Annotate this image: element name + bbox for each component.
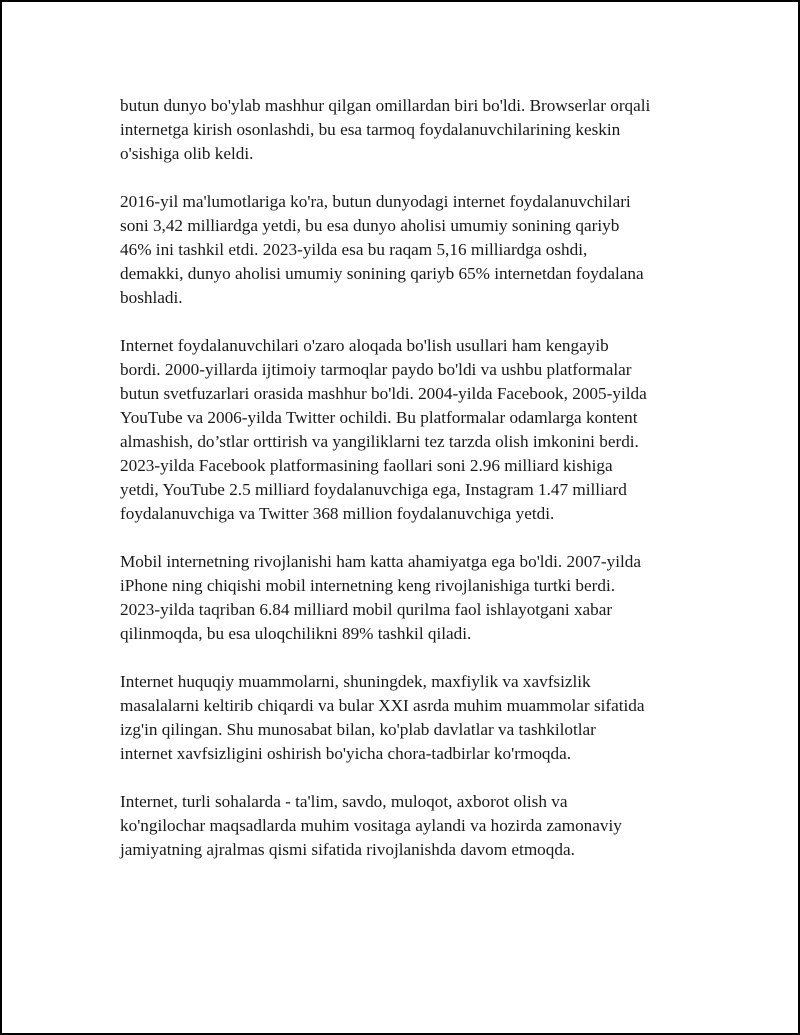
paragraph-security: [120, 670, 700, 766]
text-line: jamiyatning ajralmas qismi sifatida rivojlanishda davom etmoqda.: [120, 840, 575, 859]
text-line: Internet foydalanuvchilari o'zaro aloqada bo'lish usullari ham kengayib: [120, 336, 609, 355]
text-line: o'sishiga olib keldi.: [120, 144, 254, 163]
text-line: Internet huquqiy muammolarni, shuningdek, maxfiylik va xavfsizlik: [120, 672, 591, 691]
text-line: 2023-yilda Facebook platformasining faollari soni 2.96 milliard kishiga: [120, 456, 613, 475]
text-line: almashish, do’stlar orttirish va yangiliklarni tez tarzda olish imkonini berdi.: [120, 432, 639, 451]
text-line: bordi. 2000-yillarda ijtimoiy tarmoqlar paydo bo'ldi va ushbu platformalar: [120, 360, 632, 379]
text-line: qilinmoqda, bu esa uloqchilikni 89% tashkil qiladi.: [120, 624, 472, 643]
text-line: izg'in qilingan. Shu munosabat bilan, ko'plab davlatlar va tashkilotlar: [120, 720, 596, 739]
text-line: yetdi, YouTube 2.5 milliard foydalanuvchiga ega, Instagram 1.47 milliard: [120, 480, 627, 499]
text-line: butun dunyo bo'ylab mashhur qilgan omillardan biri bo'ldi. Browserlar orqali: [120, 96, 651, 115]
text-line: butun svetfuzarlari orasida mashhur bo'ldi. 2004-yilda Facebook, 2005-yilda: [120, 384, 647, 403]
text-line: 46% ini tashkil etdi. 2023-yilda esa bu raqam 5,16 milliardga oshdi,: [120, 240, 588, 259]
text-line: YouTube va 2006-yilda Twitter ochildi. Bu platformalar odamlarga kontent: [120, 408, 638, 427]
paragraph-mobile-internet: [120, 550, 700, 646]
paragraph-user-statistics: [120, 190, 700, 310]
text-line: foydalanuvchiga va Twitter 368 million foydalanuvchiga yetdi.: [120, 504, 555, 523]
text-line: soni 3,42 milliardga yetdi, bu esa dunyo aholisi umumiy sonining qariyb: [120, 216, 620, 235]
paragraph-browsers: [120, 94, 700, 166]
text-line: iPhone ning chiqishi mobil internetning keng rivojlanishiga turtki berdi.: [120, 576, 616, 595]
text-line: internetga kirish osonlashdi, bu esa tarmoq foydalanuvchilarining keskin: [120, 120, 621, 139]
text-line: Mobil internetning rivojlanishi ham katta ahamiyatga ega bo'ldi. 2007-yilda: [120, 552, 641, 571]
text-line: internet xavfsizligini oshirish bo'yicha chora-tadbirlar ko'rmoqda.: [120, 744, 572, 763]
text-line: 2023-yilda taqriban 6.84 milliard mobil qurilma faol ishlayotgani xabar: [120, 600, 613, 619]
document-body: [120, 94, 700, 886]
text-line: 2016-yil ma'lumotlariga ko'ra, butun dunyodagi internet foydalanuvchilari: [120, 192, 631, 211]
text-line: demakki, dunyo aholisi umumiy sonining qariyb 65% internetdan foydalana: [120, 264, 644, 283]
text-line: Internet, turli sohalarda - ta'lim, savdo, muloqot, axborot olish va: [120, 792, 568, 811]
text-line: ko'ngilochar maqsadlarda muhim vositaga aylandi va hozirda zamonaviy: [120, 816, 622, 835]
text-line: masalalarni keltirib chiqardi va bular XXI asrda muhim muammolar sifatida: [120, 696, 645, 715]
paragraph-conclusion: [120, 790, 700, 862]
paragraph-social-networks: [120, 334, 700, 526]
text-line: boshladi.: [120, 288, 183, 307]
